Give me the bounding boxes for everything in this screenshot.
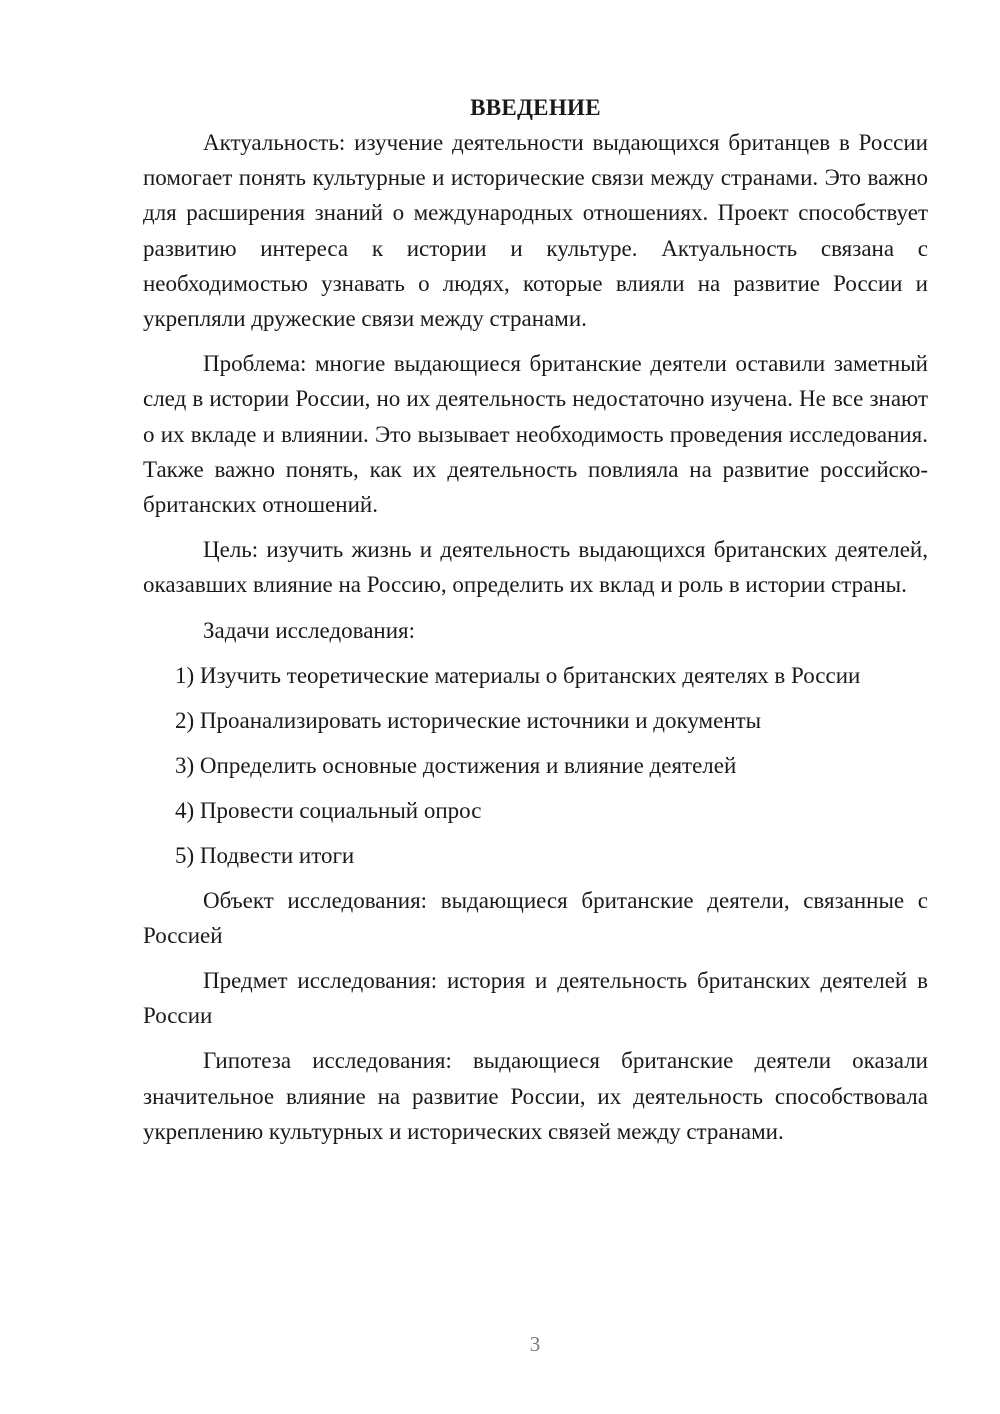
- page-number: 3: [529, 1332, 541, 1356]
- object-paragraph: Объект исследования: выдающиеся британские деятели, связанные с Россией: [143, 887, 928, 948]
- goal-paragraph: Цель: изучить жизнь и деятельность выдающихся британских деятелей, оказавших влияние на Россию, определить их вклад и роль в истории страны.: [143, 537, 928, 598]
- task-item: 5) Подвести итоги: [175, 842, 355, 868]
- task-item: 4) Провести социальный опрос: [175, 797, 482, 823]
- subject-paragraph: Предмет исследования: история и деятельность британских деятелей в России: [143, 968, 928, 1029]
- task-item: 1) Изучить теоретические материалы о британских деятелях в России: [175, 662, 861, 688]
- task-item: 3) Определить основные достижения и влияние деятелей: [175, 752, 737, 778]
- tasks-title: Задачи исследования:: [203, 617, 416, 643]
- hypothesis-paragraph: Гипотеза исследования: выдающиеся британские деятели оказали значительное влияние на развитие России, их деятельность способствовала укреплению культурных и исторических связей между странами.: [143, 1048, 928, 1144]
- document-page: [143, 90, 928, 1159]
- problem-paragraph: Проблема: многие выдающиеся британские деятели оставили заметный след в истории России, но их деятельность недостаточно изучена. Не все знают о их вкладе и влиянии. Это вызывает необходимость проведения исследования. Также важно понять, как их деятельность повлияла на развитие российско-британских отношений.: [143, 351, 928, 518]
- relevance-paragraph: Актуальность: изучение деятельности выдающихся британцев в России помогает понять культурные и исторические связи между странами. Это важно для расширения знаний о международных отношениях. Проект способствует развитию интереса к истории и культуре. Актуальность связана с необходимостью узнавать о людях, которые влияли на развитие России и укрепляли дружеские связи между странами.: [143, 130, 928, 332]
- task-item: 2) Проанализировать исторические источники и документы: [175, 707, 762, 733]
- page-title: ВВЕДЕНИЕ: [470, 95, 601, 120]
